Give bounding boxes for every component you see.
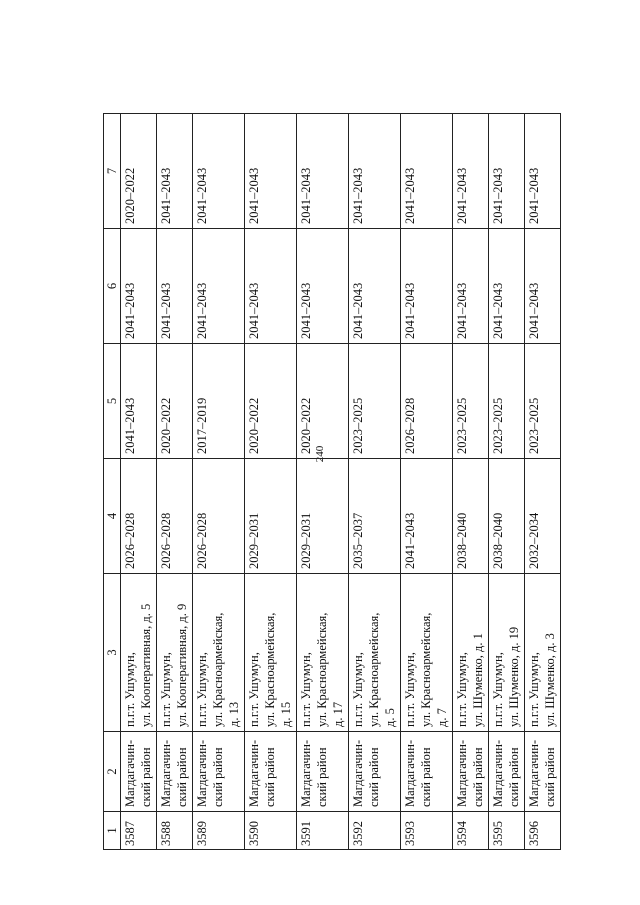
period-cell-7: 2020–2022	[121, 114, 157, 229]
page-number: 240	[314, 445, 326, 463]
table-row	[453, 114, 489, 850]
district-cell-line: Магдагачин-	[455, 739, 469, 807]
period-cell-4: 2029–2031	[245, 459, 297, 574]
address-cell	[157, 574, 193, 732]
address-cell-line: п.г.т. Ушумун,	[247, 652, 261, 727]
period-cell-5: 2023–2025	[349, 344, 401, 459]
address-cell	[193, 574, 245, 732]
table-row	[489, 114, 525, 850]
district-cell-line: ский район	[543, 747, 557, 807]
period-cell-5: 2023–2025	[453, 344, 489, 459]
period-cell-4: 2029–2031	[297, 459, 349, 574]
period-cell-5: 2023–2025	[489, 344, 525, 459]
period-cell-7: 2041–2043	[525, 114, 561, 229]
address-cell-line: п.г.т. Ушумун,	[195, 652, 209, 727]
district-cell	[453, 732, 489, 812]
period-cell-4: 2038–2040	[489, 459, 525, 574]
address-cell-line: п.г.т. Ушумун,	[351, 652, 365, 727]
district-cell-line: ский район	[507, 747, 521, 807]
address-cell-line: п.г.т. Ушумун,	[491, 652, 505, 727]
district-cell-line: ский район	[175, 747, 189, 807]
period-cell-7: 2041–2043	[157, 114, 193, 229]
period-cell-7: 2041–2043	[349, 114, 401, 229]
table-row	[245, 114, 297, 850]
table-container	[103, 114, 593, 850]
column-header-1: 1	[104, 812, 121, 850]
table-row	[401, 114, 453, 850]
period-cell-6: 2041–2043	[525, 229, 561, 344]
period-cell-5: 2020–2022	[297, 344, 349, 459]
district-cell-line: Магдагачин-	[195, 739, 209, 807]
address-cell-line: ул. Шуменко, д. 19	[507, 626, 521, 727]
address-cell	[245, 574, 297, 732]
address-cell-line: ул. Красноармейская,	[211, 612, 225, 727]
period-cell-7: 2041–2043	[297, 114, 349, 229]
period-cell-6: 2041–2043	[245, 229, 297, 344]
address-cell	[525, 574, 561, 732]
district-cell-line: Магдагачин-	[299, 739, 313, 807]
period-cell-4: 2038–2040	[453, 459, 489, 574]
address-cell-line: ул. Кооперативная, д. 9	[175, 603, 189, 727]
row-number-cell: 3589	[193, 812, 245, 850]
address-cell	[297, 574, 349, 732]
column-header-2: 2	[104, 732, 121, 812]
row-number-cell: 3595	[489, 812, 525, 850]
row-number-cell: 3588	[157, 812, 193, 850]
address-cell-line: ул. Красноармейская,	[419, 612, 433, 727]
period-cell-5: 2020–2022	[245, 344, 297, 459]
table-row	[193, 114, 245, 850]
address-cell-line: ул. Красноармейская,	[263, 612, 277, 727]
period-cell-5: 2041–2043	[121, 344, 157, 459]
address-cell-line: п.г.т. Ушумун,	[123, 652, 137, 727]
period-cell-6: 2041–2043	[489, 229, 525, 344]
district-cell	[245, 732, 297, 812]
period-cell-6: 2041–2043	[121, 229, 157, 344]
address-cell-line: д. 15	[279, 701, 293, 727]
district-cell-line: Магдагачин-	[247, 739, 261, 807]
period-cell-7: 2041–2043	[193, 114, 245, 229]
table-row	[297, 114, 349, 850]
district-cell-line: Магдагачин-	[159, 739, 173, 807]
address-cell-line: п.г.т. Ушумун,	[159, 652, 173, 727]
table-row	[121, 114, 157, 850]
address-cell-line: ул. Кооперативная, д. 5	[139, 603, 153, 727]
district-cell-line: ский район	[419, 747, 433, 807]
row-number-cell: 3591	[297, 812, 349, 850]
table-body	[121, 114, 561, 850]
period-cell-5: 2026–2028	[401, 344, 453, 459]
address-cell-line: д. 5	[383, 708, 397, 727]
address-cell-line: п.г.т. Ушумун,	[299, 652, 313, 727]
district-cell	[157, 732, 193, 812]
row-number-cell: 3590	[245, 812, 297, 850]
table-row	[157, 114, 193, 850]
address-cell	[453, 574, 489, 732]
address-cell-line: д. 13	[227, 701, 241, 727]
district-cell-line: ский район	[263, 747, 277, 807]
period-cell-7: 2041–2043	[401, 114, 453, 229]
address-cell-line: ул. Шуменко, д. 1	[471, 633, 485, 727]
period-cell-6: 2041–2043	[349, 229, 401, 344]
district-cell	[297, 732, 349, 812]
address-cell	[121, 574, 157, 732]
period-cell-6: 2041–2043	[157, 229, 193, 344]
period-cell-6: 2041–2043	[193, 229, 245, 344]
district-cell-line: ский район	[315, 747, 329, 807]
period-cell-5: 2020–2022	[157, 344, 193, 459]
table-row	[525, 114, 561, 850]
district-cell-line: Магдагачин-	[123, 739, 137, 807]
district-cell-line: ский район	[139, 747, 153, 807]
district-cell-line: Магдагачин-	[351, 739, 365, 807]
row-number-cell: 3593	[401, 812, 453, 850]
address-cell-line: п.г.т. Ушумун,	[403, 652, 417, 727]
column-header-3: 3	[104, 574, 121, 732]
address-cell-line: ул. Красноармейская,	[367, 612, 381, 727]
period-cell-5: 2023–2025	[525, 344, 561, 459]
header-row	[104, 114, 121, 850]
district-cell	[121, 732, 157, 812]
address-cell-line: ул. Красноармейская,	[315, 612, 329, 727]
address-cell-line: д. 17	[331, 701, 345, 727]
period-cell-4: 2026–2028	[121, 459, 157, 574]
district-cell	[349, 732, 401, 812]
period-cell-7: 2041–2043	[245, 114, 297, 229]
period-cell-6: 2041–2043	[453, 229, 489, 344]
address-cell	[401, 574, 453, 732]
address-cell-line: ул. Шуменко, д. 3	[543, 633, 557, 727]
address-cell-line: п.г.т. Ушумун,	[455, 652, 469, 727]
period-cell-4: 2026–2028	[193, 459, 245, 574]
column-header-6: 6	[104, 229, 121, 344]
period-cell-7: 2041–2043	[489, 114, 525, 229]
district-cell-line: ский район	[367, 747, 381, 807]
column-header-5: 5	[104, 344, 121, 459]
period-cell-6: 2041–2043	[297, 229, 349, 344]
period-cell-4: 2026–2028	[157, 459, 193, 574]
district-cell-line: ский район	[471, 747, 485, 807]
address-cell-line: д. 7	[435, 708, 449, 727]
district-cell-line: Магдагачин-	[527, 739, 541, 807]
table-row	[349, 114, 401, 850]
row-number-cell: 3587	[121, 812, 157, 850]
period-cell-5: 2017–2019	[193, 344, 245, 459]
registry-table	[103, 113, 561, 850]
row-number-cell: 3596	[525, 812, 561, 850]
row-number-cell: 3592	[349, 812, 401, 850]
address-cell	[349, 574, 401, 732]
column-header-7: 7	[104, 114, 121, 229]
district-cell	[401, 732, 453, 812]
district-cell	[193, 732, 245, 812]
district-cell	[489, 732, 525, 812]
period-cell-6: 2041–2043	[401, 229, 453, 344]
district-cell-line: Магдагачин-	[491, 739, 505, 807]
column-header-4: 4	[104, 459, 121, 574]
district-cell-line: Магдагачин-	[403, 739, 417, 807]
row-number-cell: 3594	[453, 812, 489, 850]
district-cell-line: ский район	[211, 747, 225, 807]
address-cell-line: п.г.т. Ушумун,	[527, 652, 541, 727]
period-cell-7: 2041–2043	[453, 114, 489, 229]
period-cell-4: 2041–2043	[401, 459, 453, 574]
period-cell-4: 2032–2034	[525, 459, 561, 574]
address-cell	[489, 574, 525, 732]
district-cell	[525, 732, 561, 812]
period-cell-4: 2035–2037	[349, 459, 401, 574]
